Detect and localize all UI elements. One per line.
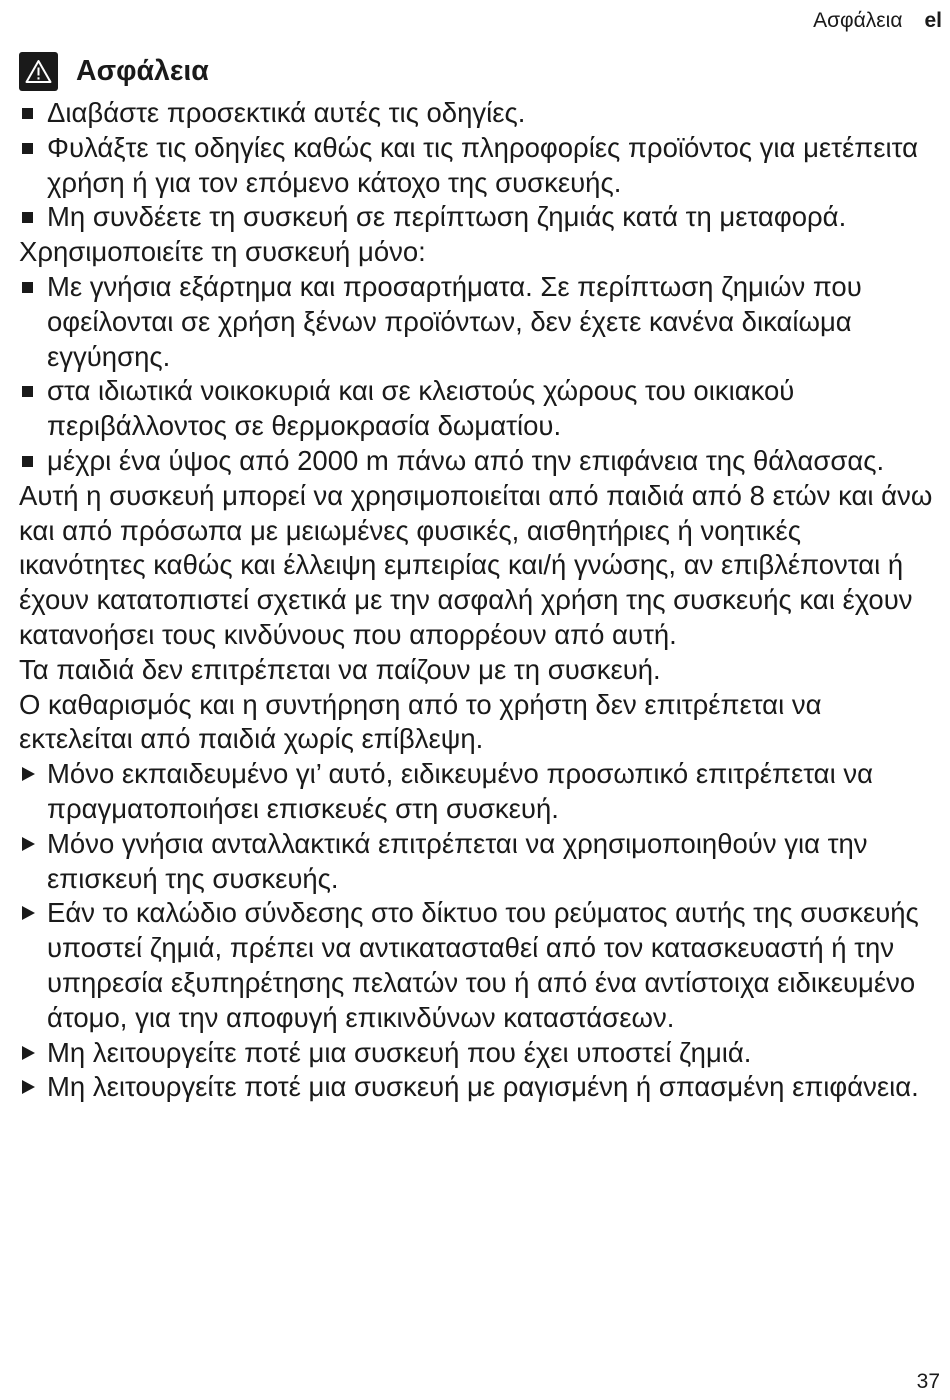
use-only-label: Χρησιμοποιείτε τη συσκευή μόνο: — [19, 236, 426, 268]
paragraph-children-usage: Αυτή η συσκευή μπορεί να χρησιμοποιείται από παιδιά από 8 ετών και άνω και από πρόσωπα με μειωμένες φυσικές, αισθητήριες ή νοητικές ικανότητες καθώς και έλλειψη εμπειρίας και/ή γνώσης, αν επιβλέπονται ή έχουν κατατοπιστεί σχετικά με την ασφαλή χρήση της συσκευής και έχουν κατανοήσει τους κινδύνους που απορρέουν από αυτή. — [19, 479, 933, 650]
list-item-text: Μόνο εκπαιδευμένο γι’ αυτό, ειδικευμένο προσωπικό επιτρέπεται να πραγματοποιήσει επισκευές στη συσκευή. — [47, 758, 873, 824]
header-language-code: el — [924, 9, 942, 32]
list-item-text: Μη συνδέετε τη συσκευή σε περίπτωση ζημιάς κατά τη μεταφορά. — [47, 201, 847, 233]
section-heading — [19, 46, 934, 96]
list-item-text: μέχρι ένα ύψος από 2000 m πάνω από την επιφάνεια της θάλασσας. — [47, 444, 885, 476]
list-item-text: Μόνο γνήσια ανταλλακτικά επιτρέπεται να χρησιμοποιηθούν για την επισκευή της συσκευής. — [47, 827, 868, 894]
header-section-title: Ασφάλεια — [813, 9, 903, 32]
page-title: Ασφάλεια — [76, 54, 209, 87]
list-item — [19, 200, 934, 235]
triangle-bullet-icon — [22, 906, 35, 920]
list-item-text: Μη λειτουργείτε ποτέ μια συσκευή που έχει υποστεί ζημιά. — [47, 1036, 752, 1068]
triangle-bullet-icon — [22, 767, 35, 781]
list-item-text: Διαβάστε προσεκτικά αυτές τις οδηγίες. — [47, 97, 526, 128]
action-bullet-list — [19, 757, 934, 1105]
square-bullet-icon — [22, 282, 33, 293]
list-item — [19, 757, 934, 827]
list-item — [19, 1070, 934, 1105]
intro-bullet-list — [19, 96, 934, 235]
paragraph-children-play: Τα παιδιά δεν επιτρέπεται να παίζουν με τη συσκευή. — [19, 653, 661, 685]
triangle-bullet-icon — [22, 1080, 35, 1094]
list-item — [19, 1036, 934, 1071]
list-item — [19, 270, 934, 374]
use-only-bullet-list — [19, 270, 934, 479]
list-item — [19, 374, 934, 444]
list-item — [19, 96, 934, 131]
triangle-bullet-icon — [22, 837, 35, 851]
running-header — [813, 8, 942, 34]
square-bullet-icon — [22, 212, 33, 223]
square-bullet-icon — [22, 456, 33, 467]
list-item-text: Εάν το καλώδιο σύνδεσης στο δίκτυο του ρεύματος αυτής της συσκευής υποστεί ζημιά, πρέπει να αντικατασταθεί από τον κατασκευαστή ή την υπηρεσία εξυπηρέτησης πελατών του ή από ένα αντίστοιχα ειδικευμένο άτομο, για την αποφυγή επικινδύνων καταστάσεων. — [47, 897, 919, 1033]
list-item-text: Με γνήσια εξάρτημα και προσαρτήματα. Σε περίπτωση ζημιών που οφείλονται σε χρήση ξένων προϊόντων, δεν έχετε κανένα δικαίωμα εγγύησης. — [47, 270, 862, 372]
paragraph-cleaning: Ο καθαρισμός και η συντήρηση από το χρήστη δεν επιτρέπεται να εκτελείται από παιδιά χωρίς επίβλεψη. — [19, 688, 822, 755]
square-bullet-icon — [22, 108, 33, 119]
list-item — [19, 444, 934, 479]
list-item-text: Μη λειτουργείτε ποτέ μια συσκευή με ραγισμένη ή σπασμένη επιφάνεια. — [47, 1071, 919, 1103]
list-item — [19, 131, 934, 201]
list-item-text: στα ιδιωτικά νοικοκυριά και σε κλειστούς χώρους του οικιακού περιβάλλοντος σε θερμοκρασία δωματίου. — [47, 375, 795, 442]
page-number: 37 — [916, 1370, 940, 1393]
square-bullet-icon — [22, 143, 33, 154]
list-item — [19, 896, 934, 1035]
list-item-text: Φυλάξτε τις οδηγίες καθώς και τις πληροφορίες προϊόντος για μετέπειτα χρήση ή για τον επόμενο κάτοχο της συσκευής. — [47, 131, 919, 198]
safety-content — [19, 46, 934, 1105]
triangle-bullet-icon — [22, 1046, 35, 1060]
square-bullet-icon — [22, 386, 33, 397]
warning-triangle-icon — [19, 52, 58, 91]
list-item — [19, 827, 934, 897]
